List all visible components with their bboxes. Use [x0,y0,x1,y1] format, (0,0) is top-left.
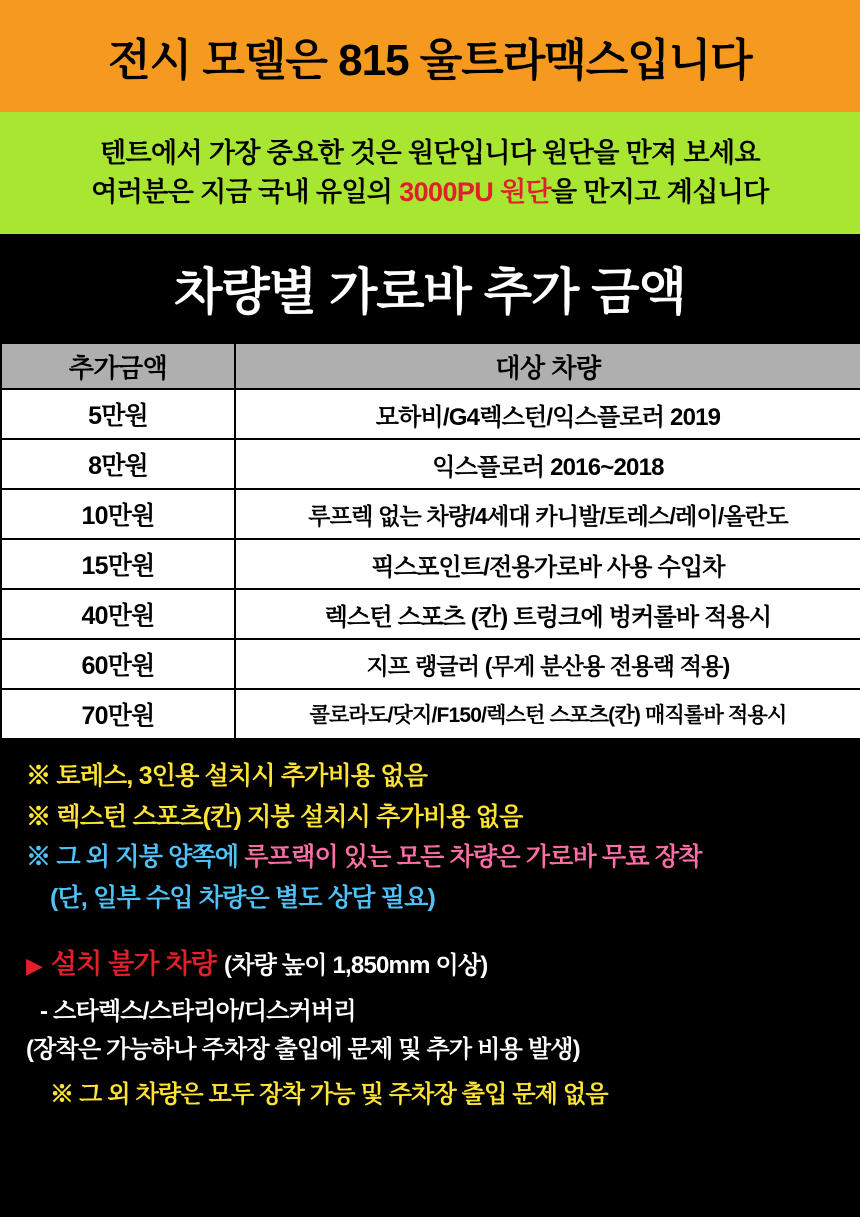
green-line-2-pre: 여러분은 지금 국내 유일의 [91,177,400,207]
cell-target: 지프 랭글러 (무게 분산용 전용랙 적용) [235,639,860,689]
cell-amount: 15만원 [1,539,235,589]
cell-target: 픽스포인트/전용가로바 사용 수입차 [235,539,860,589]
green-line-2 [91,173,768,212]
note-item-3 [26,837,834,878]
table-row [1,539,860,589]
note-item-4 [26,878,834,919]
cell-amount: 10만원 [1,489,235,539]
cell-target: 익스플로러 2016~2018 [235,439,860,489]
note-item-2: ※ 렉스턴 스포츠(칸) 지붕 설치시 추가비용 없음 [26,802,523,831]
table-row [1,589,860,639]
table-row [1,689,860,739]
table-header-row [1,343,860,389]
cell-amount: 40만원 [1,589,235,639]
cell-amount: 8만원 [1,439,235,489]
restrictions-title: 설치 불가 차량 [50,949,217,979]
price-table [0,342,860,740]
table-row [1,639,860,689]
price-table-head [1,343,860,389]
note-item-4-text: (단, 일부 수입 차량은 별도 상담 필요) [50,883,435,912]
orange-headline-banner [0,0,860,112]
green-line-1: 텐트에서 가장 중요한 것은 원단입니다 원단을 만져 보세요 [100,137,760,168]
table-row [1,389,860,439]
restrictions-heading [26,942,834,981]
cell-amount: 5만원 [1,389,235,439]
cell-target: 모하비/G4렉스턴/익스플로러 2019 [235,389,860,439]
note-item-3-pre: ※ 그 외 지붕 양쪽에 [26,843,245,871]
restricted-vehicle-list: - 스타렉스/스타리아/디스커버리 [40,998,356,1025]
column-header-target: 대상 차량 [235,343,860,389]
cell-amount: 60만원 [1,639,235,689]
green-line-2-post: 을 만지고 계십니다 [551,177,769,207]
note-item-3-highlight: 루프랙이 있는 모든 차량은 가로바 무료 장착 [244,843,702,871]
table-row [1,439,860,489]
table-row [1,489,860,539]
green-subheadline-banner [0,112,860,234]
cell-amount: 70만원 [1,689,235,739]
notes-block [0,740,860,928]
final-note: ※ 그 외 차량은 모두 장착 가능 및 주차장 출입 문제 없음 [50,1080,608,1108]
cell-target: 루프렉 없는 차량/4세대 카니발/토레스/레이/올란도 [235,489,860,539]
cell-target: 렉스턴 스포츠 (칸) 트렁크에 벙커롤바 적용시 [235,589,860,639]
section-title-bar [0,234,860,342]
restriction-explanation: (장착은 가능하나 주차장 출입에 문제 및 추가 비용 발생) [26,1036,580,1064]
column-header-amount: 추가금액 [1,343,235,389]
restrictions-block [0,928,860,1130]
orange-headline-text: 전시 모델은 815 울트라맥스입니다 [108,36,752,85]
cell-target: 콜로라도/닷지/F150/렉스턴 스포츠(칸) 매직롤바 적용시 [235,689,860,739]
restrictions-subtitle: (차량 높이 1,850mm 이상) [224,952,488,979]
section-title-text: 차량별 가로바 추가 금액 [174,264,686,320]
green-line-2-highlight: 3000PU 원단 [399,177,552,207]
note-item-1: ※ 토레스, 3인용 설치시 추가비용 없음 [26,762,428,790]
price-table-body [1,389,860,739]
triangle-marker-icon: ▶ [26,953,43,978]
